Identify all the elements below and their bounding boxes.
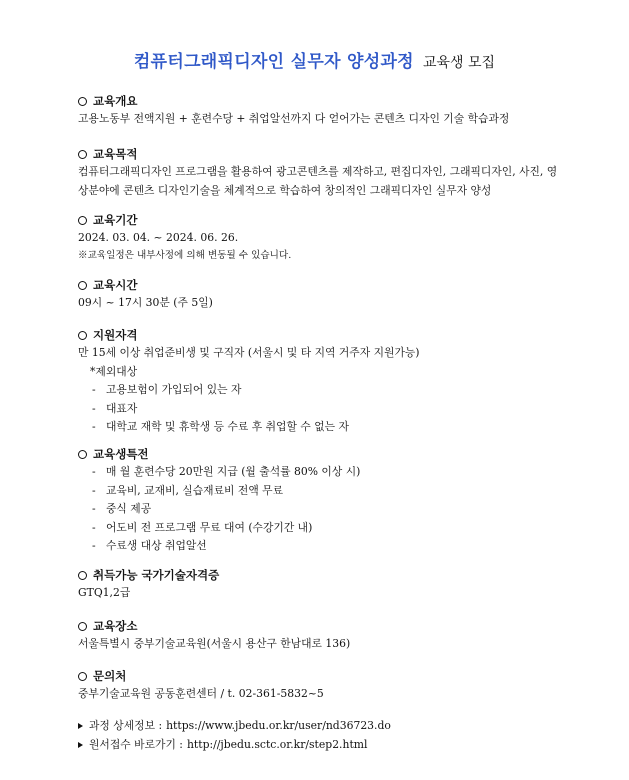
benefit-item: - 매 월 훈련수당 20만원 지급 (월 출석률 80% 이상 시) bbox=[78, 463, 598, 482]
section-period bbox=[78, 211, 598, 264]
benefit-item: - 수료생 대상 취업알선 bbox=[78, 537, 598, 556]
benefit-item: - 중식 제공 bbox=[78, 500, 598, 519]
circle-bullet-icon bbox=[78, 97, 87, 106]
section-benefits bbox=[78, 445, 598, 556]
circle-bullet-icon bbox=[78, 150, 87, 159]
circle-bullet-icon bbox=[78, 216, 87, 225]
section-eligibility bbox=[78, 326, 598, 437]
section-overview bbox=[78, 92, 598, 129]
section-heading: 지원자격 bbox=[93, 328, 138, 342]
purpose-text-line-1: 컴퓨터그래픽디자인 프로그램을 활용하여 광고콘텐츠를 제작하고, 편집디자인, 그래픽디자인, 사진, 영 bbox=[78, 165, 558, 178]
circle-bullet-icon bbox=[78, 622, 87, 631]
benefit-item: - 교육비, 교재비, 실습재료비 전액 무료 bbox=[78, 482, 598, 501]
exclusion-label: *제외대상 bbox=[90, 364, 138, 378]
triangle-bullet-icon bbox=[78, 742, 83, 748]
course-detail-label: 과정 상세정보 : bbox=[89, 719, 163, 732]
section-location bbox=[78, 617, 598, 654]
course-detail-url[interactable]: https://www.jbedu.or.kr/user/nd36723.do bbox=[166, 719, 391, 732]
circle-bullet-icon bbox=[78, 331, 87, 340]
purpose-text-line-2: 상분야에 콘텐츠 디자인기술을 체계적으로 학습하여 창의적인 그래픽디자인 실무자 양성 bbox=[78, 183, 492, 197]
period-dates: 2024. 03. 04. ~ 2024. 06. 26. bbox=[78, 231, 239, 244]
circle-bullet-icon bbox=[78, 281, 87, 290]
section-heading: 취득가능 국가기술자격증 bbox=[93, 568, 220, 582]
course-detail-link[interactable] bbox=[78, 716, 391, 735]
application-label: 원서접수 바로가기 : bbox=[89, 738, 183, 751]
section-heading: 교육장소 bbox=[93, 619, 138, 633]
application-url[interactable]: http://jbedu.sctc.or.kr/step2.html bbox=[186, 738, 368, 751]
exclusion-item: - 고용보험이 가입되어 있는 자 bbox=[78, 381, 598, 400]
circle-bullet-icon bbox=[78, 450, 87, 459]
eligibility-text: 만 15세 이상 취업준비생 및 구직자 (서울시 및 타 지역 거주자 지원가능) bbox=[78, 346, 420, 359]
period-note: ※교육일정은 내부사정에 의해 변동될 수 있습니다. bbox=[78, 249, 292, 261]
recruitment-subtitle: 교육생 모집 bbox=[423, 55, 496, 71]
location-text: 서울특별시 중부기술교육원(서울시 용산구 한남대로 136) bbox=[78, 637, 351, 650]
circle-bullet-icon bbox=[78, 571, 87, 580]
exclusion-item: - 대표자 bbox=[78, 400, 598, 419]
section-heading: 교육개요 bbox=[93, 94, 138, 108]
section-heading: 교육목적 bbox=[93, 147, 138, 161]
links-section bbox=[78, 716, 391, 754]
section-certification bbox=[78, 566, 598, 603]
section-heading: 교육기간 bbox=[93, 213, 138, 227]
triangle-bullet-icon bbox=[78, 723, 83, 729]
course-title: 컴퓨터그래픽디자인 실무자 양성과정 bbox=[133, 52, 414, 72]
section-heading: 문의처 bbox=[93, 669, 127, 683]
application-link[interactable] bbox=[78, 735, 391, 754]
section-heading: 교육시간 bbox=[93, 278, 138, 292]
section-heading: 교육생특전 bbox=[93, 447, 149, 461]
exclusion-item: - 대학교 재학 및 휴학생 등 수료 후 취업할 수 없는 자 bbox=[78, 418, 598, 437]
hours-text: 09시 ~ 17시 30분 (주 5일) bbox=[78, 296, 213, 309]
section-purpose bbox=[78, 145, 598, 200]
circle-bullet-icon bbox=[78, 672, 87, 681]
section-hours bbox=[78, 276, 598, 313]
benefit-item: - 어도비 전 프로그램 무료 대여 (수강기간 내) bbox=[78, 519, 598, 538]
contact-text: 중부기술교육원 공동훈련센터 / t. 02-361-5832~5 bbox=[78, 687, 324, 700]
page-title bbox=[0, 47, 629, 72]
section-contact bbox=[78, 667, 598, 704]
certification-text: GTQ1,2급 bbox=[78, 586, 131, 599]
overview-text: 고용노동부 전액지원 + 훈련수당 + 취업알선까지 다 얻어가는 콘텐츠 디자인 기술 학습과정 bbox=[78, 112, 510, 125]
